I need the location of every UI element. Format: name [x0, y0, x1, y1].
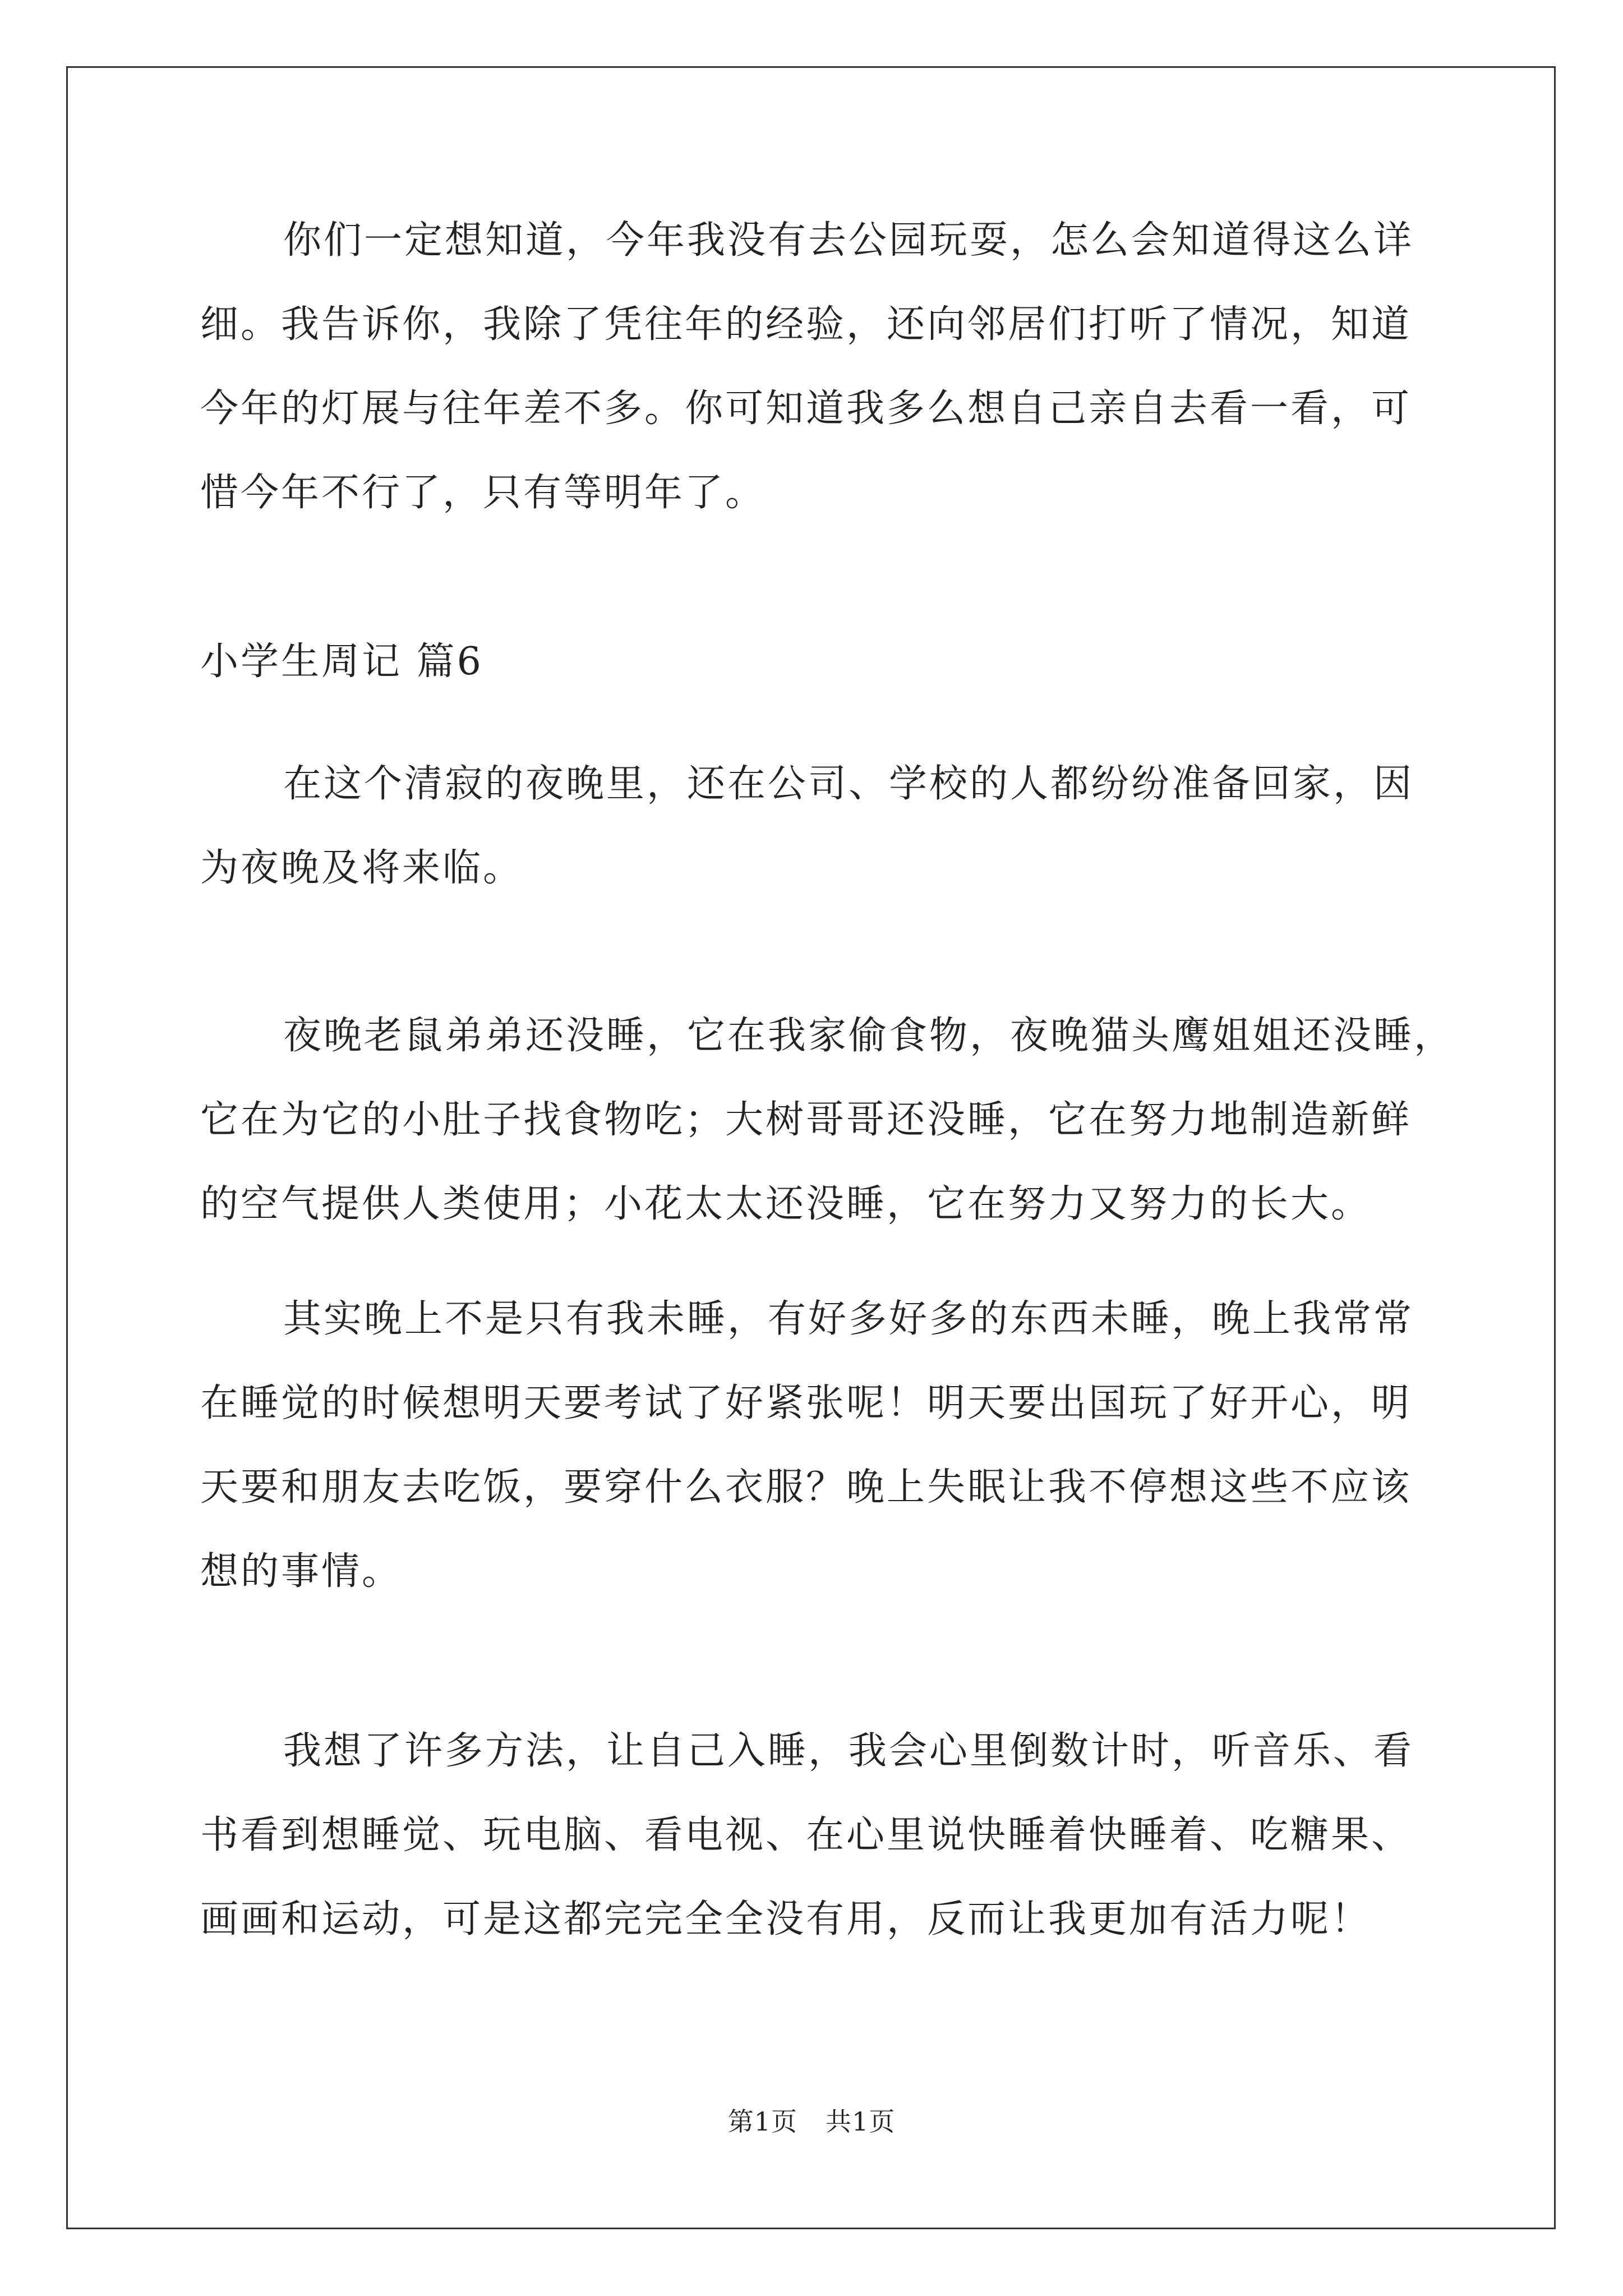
paragraph-line: 惜今年不行了，只有等明年了。: [200, 471, 766, 515]
paragraph-line: 它在为它的小肚子找食物吃；大树哥哥还没睡，它在努力地制造新鲜: [200, 1098, 1412, 1142]
paragraph-line: 夜晚老鼠弟弟还没睡，它在我家偷食物，夜晚猫头鹰姐姐还没睡，: [283, 1014, 1455, 1058]
paragraph-line: 书看到想睡觉、玩电脑、看电视、在心里说快睡着快睡着、吃糖果、: [200, 1813, 1412, 1857]
paragraph-line: 我想了许多方法，让自己入睡，我会心里倒数计时，听音乐、看: [283, 1729, 1414, 1773]
paragraph-line: 在睡觉的时候想明天要考试了好紧张呢！明天要出国玩了好开心，明: [200, 1381, 1412, 1425]
paragraph-line: 细。我告诉你，我除了凭往年的经验，还向邻居们打听了情况，知道: [200, 302, 1412, 347]
paragraph-line: 天要和朋友去吃饭，要穿什么衣服？晚上失眠让我不停想这些不应该: [200, 1465, 1412, 1510]
paragraph-line: 想的事情。: [200, 1549, 403, 1594]
paragraph-line: 的空气提供人类使用；小花太太还没睡，它在努力又努力的长大。: [200, 1182, 1372, 1226]
paragraph-line: 你们一定想知道，今年我没有去公园玩耍，怎么会知道得这么详: [283, 218, 1414, 263]
paragraph-line: 画画和运动，可是这都完完全全没有用，反而让我更加有活力呢！: [200, 1897, 1372, 1941]
total-pages-label: 共1页: [826, 2106, 896, 2137]
paragraph-line: 在这个清寂的夜晚里，还在公司、学校的人都纷纷准备回家，因: [283, 762, 1414, 806]
paragraph-line: 今年的灯展与往年差不多。你可知道我多么想自己亲自去看一看，可: [200, 386, 1412, 431]
page-footer: [0, 2101, 1623, 2138]
paragraph-line: 其实晚上不是只有我未睡，有好多好多的东西未睡，晚上我常常: [283, 1297, 1414, 1341]
paragraph-line: 为夜晚及将来临。: [200, 846, 524, 890]
page-number-label: 第1页: [727, 2106, 797, 2137]
section-heading: 小学生周记 篇6: [200, 639, 483, 684]
